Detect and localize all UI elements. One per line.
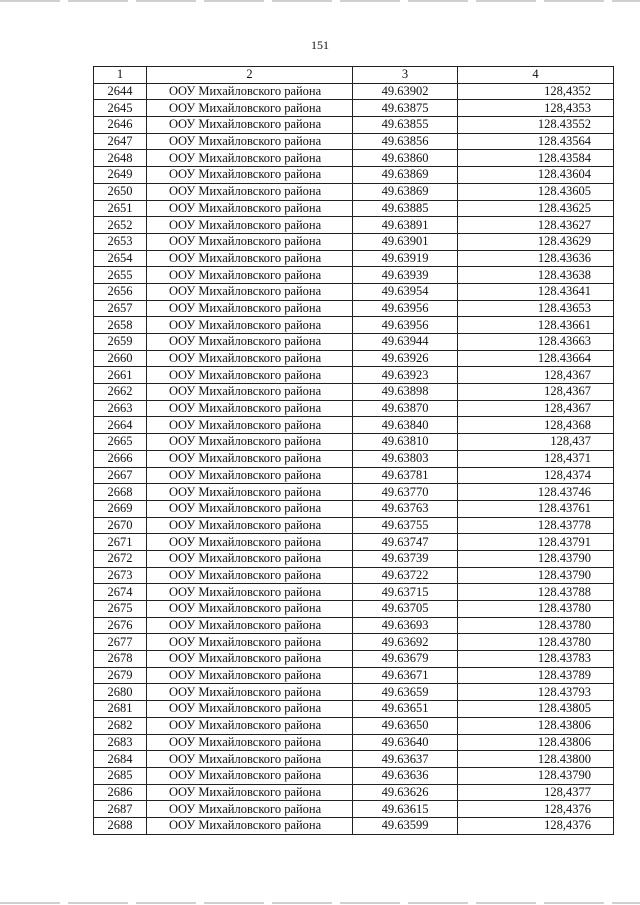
row-longitude: 128.43653 bbox=[458, 300, 614, 317]
row-object-name: ООУ Михайловского района bbox=[147, 717, 353, 734]
row-latitude: 49.63755 bbox=[353, 517, 458, 534]
row-latitude: 49.63944 bbox=[353, 334, 458, 351]
row-object-name: ООУ Михайловского района bbox=[147, 167, 353, 184]
table-row bbox=[94, 584, 614, 601]
table-row bbox=[94, 601, 614, 618]
row-number: 2682 bbox=[94, 717, 147, 734]
table-row bbox=[94, 817, 614, 834]
row-longitude: 128.43789 bbox=[458, 667, 614, 684]
row-longitude: 128.43641 bbox=[458, 283, 614, 300]
row-latitude: 49.63898 bbox=[353, 384, 458, 401]
row-object-name: ООУ Михайловского района bbox=[147, 267, 353, 284]
row-longitude: 128,4371 bbox=[458, 450, 614, 467]
row-object-name: ООУ Михайловского района bbox=[147, 217, 353, 234]
table-row bbox=[94, 117, 614, 134]
row-number: 2651 bbox=[94, 200, 147, 217]
row-number: 2681 bbox=[94, 701, 147, 718]
table-row bbox=[94, 617, 614, 634]
table-row bbox=[94, 83, 614, 100]
table-row bbox=[94, 567, 614, 584]
row-number: 2683 bbox=[94, 734, 147, 751]
row-latitude: 49.63875 bbox=[353, 100, 458, 117]
row-object-name: ООУ Михайловского района bbox=[147, 767, 353, 784]
row-longitude: 128.43625 bbox=[458, 200, 614, 217]
table-row bbox=[94, 534, 614, 551]
row-object-name: ООУ Михайловского района bbox=[147, 133, 353, 150]
row-number: 2648 bbox=[94, 150, 147, 167]
row-object-name: ООУ Михайловского района bbox=[147, 434, 353, 451]
row-longitude: 128.43638 bbox=[458, 267, 614, 284]
row-object-name: ООУ Михайловского района bbox=[147, 183, 353, 200]
table-row bbox=[94, 133, 614, 150]
table-row bbox=[94, 550, 614, 567]
table-row bbox=[94, 500, 614, 517]
row-number: 2671 bbox=[94, 534, 147, 551]
table-row bbox=[94, 317, 614, 334]
row-number: 2655 bbox=[94, 267, 147, 284]
table-row bbox=[94, 334, 614, 351]
row-object-name: ООУ Михайловского района bbox=[147, 684, 353, 701]
row-latitude: 49.63636 bbox=[353, 767, 458, 784]
row-latitude: 49.63650 bbox=[353, 717, 458, 734]
row-longitude: 128,4352 bbox=[458, 83, 614, 100]
row-number: 2666 bbox=[94, 450, 147, 467]
row-number: 2657 bbox=[94, 300, 147, 317]
row-object-name: ООУ Михайловского района bbox=[147, 450, 353, 467]
row-longitude: 128.43746 bbox=[458, 484, 614, 501]
row-latitude: 49.63803 bbox=[353, 450, 458, 467]
table-row bbox=[94, 751, 614, 768]
table-row bbox=[94, 467, 614, 484]
row-latitude: 49.63901 bbox=[353, 233, 458, 250]
row-latitude: 49.63926 bbox=[353, 350, 458, 367]
row-number: 2679 bbox=[94, 667, 147, 684]
row-object-name: ООУ Михайловского района bbox=[147, 200, 353, 217]
header-col-4: 4 bbox=[458, 67, 614, 84]
row-number: 2646 bbox=[94, 117, 147, 134]
row-object-name: ООУ Михайловского района bbox=[147, 734, 353, 751]
row-latitude: 49.63651 bbox=[353, 701, 458, 718]
table-row bbox=[94, 767, 614, 784]
row-object-name: ООУ Михайловского района bbox=[147, 467, 353, 484]
row-latitude: 49.63626 bbox=[353, 784, 458, 801]
coordinates-table bbox=[93, 66, 614, 835]
row-object-name: ООУ Михайловского района bbox=[147, 567, 353, 584]
row-object-name: ООУ Михайловского района bbox=[147, 784, 353, 801]
table-row bbox=[94, 417, 614, 434]
row-object-name: ООУ Михайловского района bbox=[147, 350, 353, 367]
table-row bbox=[94, 634, 614, 651]
table-row bbox=[94, 400, 614, 417]
table-row bbox=[94, 384, 614, 401]
table-row bbox=[94, 734, 614, 751]
row-latitude: 49.63954 bbox=[353, 283, 458, 300]
row-longitude: 128.43788 bbox=[458, 584, 614, 601]
row-longitude: 128,4353 bbox=[458, 100, 614, 117]
row-object-name: ООУ Михайловского района bbox=[147, 283, 353, 300]
row-object-name: ООУ Михайловского района bbox=[147, 701, 353, 718]
table-row bbox=[94, 651, 614, 668]
row-latitude: 49.63860 bbox=[353, 150, 458, 167]
row-longitude: 128.43629 bbox=[458, 233, 614, 250]
row-number: 2669 bbox=[94, 500, 147, 517]
row-latitude: 49.63715 bbox=[353, 584, 458, 601]
row-object-name: ООУ Михайловского района bbox=[147, 150, 353, 167]
table-row bbox=[94, 350, 614, 367]
row-longitude: 128.43793 bbox=[458, 684, 614, 701]
row-object-name: ООУ Михайловского района bbox=[147, 317, 353, 334]
row-number: 2653 bbox=[94, 233, 147, 250]
row-number: 2650 bbox=[94, 183, 147, 200]
row-number: 2662 bbox=[94, 384, 147, 401]
row-longitude: 128.43584 bbox=[458, 150, 614, 167]
row-object-name: ООУ Михайловского района bbox=[147, 300, 353, 317]
row-object-name: ООУ Михайловского района bbox=[147, 617, 353, 634]
row-longitude: 128.43780 bbox=[458, 634, 614, 651]
table-row bbox=[94, 684, 614, 701]
row-number: 2668 bbox=[94, 484, 147, 501]
row-number: 2686 bbox=[94, 784, 147, 801]
row-longitude: 128.43790 bbox=[458, 767, 614, 784]
row-longitude: 128.43552 bbox=[458, 117, 614, 134]
table-row bbox=[94, 283, 614, 300]
row-latitude: 49.63747 bbox=[353, 534, 458, 551]
row-longitude: 128,4367 bbox=[458, 384, 614, 401]
row-object-name: ООУ Михайловского района bbox=[147, 100, 353, 117]
row-number: 2649 bbox=[94, 167, 147, 184]
row-object-name: ООУ Михайловского района bbox=[147, 250, 353, 267]
row-latitude: 49.63840 bbox=[353, 417, 458, 434]
row-longitude: 128.43806 bbox=[458, 717, 614, 734]
row-object-name: ООУ Михайловского района bbox=[147, 634, 353, 651]
row-latitude: 49.63659 bbox=[353, 684, 458, 701]
row-longitude: 128.43791 bbox=[458, 534, 614, 551]
row-latitude: 49.63722 bbox=[353, 567, 458, 584]
row-number: 2664 bbox=[94, 417, 147, 434]
row-number: 2680 bbox=[94, 684, 147, 701]
row-number: 2675 bbox=[94, 601, 147, 618]
table-row bbox=[94, 183, 614, 200]
row-longitude: 128.43780 bbox=[458, 601, 614, 618]
row-number: 2656 bbox=[94, 283, 147, 300]
row-latitude: 49.63891 bbox=[353, 217, 458, 234]
row-object-name: ООУ Михайловского района bbox=[147, 601, 353, 618]
row-longitude: 128.43790 bbox=[458, 550, 614, 567]
row-longitude: 128.43604 bbox=[458, 167, 614, 184]
row-latitude: 49.63869 bbox=[353, 183, 458, 200]
table-row bbox=[94, 200, 614, 217]
row-latitude: 49.63705 bbox=[353, 601, 458, 618]
row-latitude: 49.63923 bbox=[353, 367, 458, 384]
row-latitude: 49.63956 bbox=[353, 300, 458, 317]
row-number: 2670 bbox=[94, 517, 147, 534]
row-number: 2687 bbox=[94, 801, 147, 818]
row-object-name: ООУ Михайловского района bbox=[147, 667, 353, 684]
row-object-name: ООУ Михайловского района bbox=[147, 817, 353, 834]
row-longitude: 128.43664 bbox=[458, 350, 614, 367]
row-object-name: ООУ Михайловского района bbox=[147, 500, 353, 517]
table-row bbox=[94, 100, 614, 117]
row-object-name: ООУ Михайловского района bbox=[147, 117, 353, 134]
row-latitude: 49.63615 bbox=[353, 801, 458, 818]
row-object-name: ООУ Михайловского района bbox=[147, 534, 353, 551]
table-row bbox=[94, 667, 614, 684]
header-col-2: 2 bbox=[147, 67, 353, 84]
table-row bbox=[94, 267, 614, 284]
row-longitude: 128.43806 bbox=[458, 734, 614, 751]
row-latitude: 49.63739 bbox=[353, 550, 458, 567]
row-latitude: 49.63856 bbox=[353, 133, 458, 150]
row-longitude: 128.43780 bbox=[458, 617, 614, 634]
row-latitude: 49.63855 bbox=[353, 117, 458, 134]
row-number: 2674 bbox=[94, 584, 147, 601]
table-row bbox=[94, 217, 614, 234]
row-number: 2688 bbox=[94, 817, 147, 834]
table-row bbox=[94, 300, 614, 317]
table-row bbox=[94, 233, 614, 250]
row-longitude: 128.43790 bbox=[458, 567, 614, 584]
row-number: 2678 bbox=[94, 651, 147, 668]
row-longitude: 128.43761 bbox=[458, 500, 614, 517]
row-latitude: 49.63885 bbox=[353, 200, 458, 217]
row-latitude: 49.63810 bbox=[353, 434, 458, 451]
row-number: 2658 bbox=[94, 317, 147, 334]
row-latitude: 49.63679 bbox=[353, 651, 458, 668]
row-number: 2685 bbox=[94, 767, 147, 784]
row-latitude: 49.63939 bbox=[353, 267, 458, 284]
row-number: 2660 bbox=[94, 350, 147, 367]
row-latitude: 49.63671 bbox=[353, 667, 458, 684]
row-object-name: ООУ Михайловского района bbox=[147, 484, 353, 501]
row-number: 2647 bbox=[94, 133, 147, 150]
row-number: 2652 bbox=[94, 217, 147, 234]
table-row bbox=[94, 367, 614, 384]
row-longitude: 128,4377 bbox=[458, 784, 614, 801]
table-row bbox=[94, 150, 614, 167]
row-object-name: ООУ Михайловского района bbox=[147, 801, 353, 818]
scan-edge-bottom bbox=[0, 902, 640, 904]
page-number: 151 bbox=[311, 38, 329, 52]
row-longitude: 128.43805 bbox=[458, 701, 614, 718]
row-object-name: ООУ Михайловского района bbox=[147, 651, 353, 668]
table-body bbox=[94, 83, 614, 834]
header-col-1: 1 bbox=[94, 67, 147, 84]
table-row bbox=[94, 250, 614, 267]
row-object-name: ООУ Михайловского района bbox=[147, 83, 353, 100]
row-number: 2661 bbox=[94, 367, 147, 384]
row-object-name: ООУ Михайловского района bbox=[147, 367, 353, 384]
row-object-name: ООУ Михайловского района bbox=[147, 384, 353, 401]
row-latitude: 49.63781 bbox=[353, 467, 458, 484]
row-number: 2677 bbox=[94, 634, 147, 651]
row-object-name: ООУ Михайловского района bbox=[147, 400, 353, 417]
table-row bbox=[94, 484, 614, 501]
row-longitude: 128,4367 bbox=[458, 367, 614, 384]
row-longitude: 128.43778 bbox=[458, 517, 614, 534]
row-latitude: 49.63763 bbox=[353, 500, 458, 517]
row-longitude: 128.43663 bbox=[458, 334, 614, 351]
row-longitude: 128,4368 bbox=[458, 417, 614, 434]
row-latitude: 49.63640 bbox=[353, 734, 458, 751]
table-row bbox=[94, 434, 614, 451]
row-latitude: 49.63693 bbox=[353, 617, 458, 634]
row-number: 2659 bbox=[94, 334, 147, 351]
row-longitude: 128.43636 bbox=[458, 250, 614, 267]
table-row bbox=[94, 784, 614, 801]
row-longitude: 128,4367 bbox=[458, 400, 614, 417]
row-object-name: ООУ Михайловского района bbox=[147, 751, 353, 768]
row-longitude: 128,4374 bbox=[458, 467, 614, 484]
table-row bbox=[94, 450, 614, 467]
row-object-name: ООУ Михайловского района bbox=[147, 550, 353, 567]
row-latitude: 49.63637 bbox=[353, 751, 458, 768]
row-number: 2672 bbox=[94, 550, 147, 567]
coordinates-table-container bbox=[93, 66, 614, 835]
table-row bbox=[94, 717, 614, 734]
row-number: 2667 bbox=[94, 467, 147, 484]
row-number: 2665 bbox=[94, 434, 147, 451]
table-row bbox=[94, 701, 614, 718]
row-number: 2663 bbox=[94, 400, 147, 417]
table-row bbox=[94, 517, 614, 534]
header-col-3: 3 bbox=[353, 67, 458, 84]
row-number: 2645 bbox=[94, 100, 147, 117]
row-longitude: 128.43661 bbox=[458, 317, 614, 334]
row-latitude: 49.63692 bbox=[353, 634, 458, 651]
row-object-name: ООУ Михайловского района bbox=[147, 334, 353, 351]
row-latitude: 49.63869 bbox=[353, 167, 458, 184]
row-longitude: 128.43564 bbox=[458, 133, 614, 150]
row-object-name: ООУ Михайловского района bbox=[147, 233, 353, 250]
row-longitude: 128.43605 bbox=[458, 183, 614, 200]
row-longitude: 128.43627 bbox=[458, 217, 614, 234]
row-object-name: ООУ Михайловского района bbox=[147, 584, 353, 601]
row-latitude: 49.63956 bbox=[353, 317, 458, 334]
row-longitude: 128,437 bbox=[458, 434, 614, 451]
row-latitude: 49.63919 bbox=[353, 250, 458, 267]
row-longitude: 128,4376 bbox=[458, 801, 614, 818]
table-header-row bbox=[94, 67, 614, 84]
row-object-name: ООУ Михайловского района bbox=[147, 517, 353, 534]
row-longitude: 128,4376 bbox=[458, 817, 614, 834]
scan-edge-top bbox=[0, 0, 640, 2]
row-number: 2644 bbox=[94, 83, 147, 100]
row-number: 2654 bbox=[94, 250, 147, 267]
row-object-name: ООУ Михайловского района bbox=[147, 417, 353, 434]
table-row bbox=[94, 167, 614, 184]
table-row bbox=[94, 801, 614, 818]
row-latitude: 49.63599 bbox=[353, 817, 458, 834]
row-longitude: 128.43783 bbox=[458, 651, 614, 668]
row-number: 2684 bbox=[94, 751, 147, 768]
row-latitude: 49.63870 bbox=[353, 400, 458, 417]
row-number: 2676 bbox=[94, 617, 147, 634]
row-longitude: 128.43800 bbox=[458, 751, 614, 768]
row-number: 2673 bbox=[94, 567, 147, 584]
row-latitude: 49.63902 bbox=[353, 83, 458, 100]
row-latitude: 49.63770 bbox=[353, 484, 458, 501]
